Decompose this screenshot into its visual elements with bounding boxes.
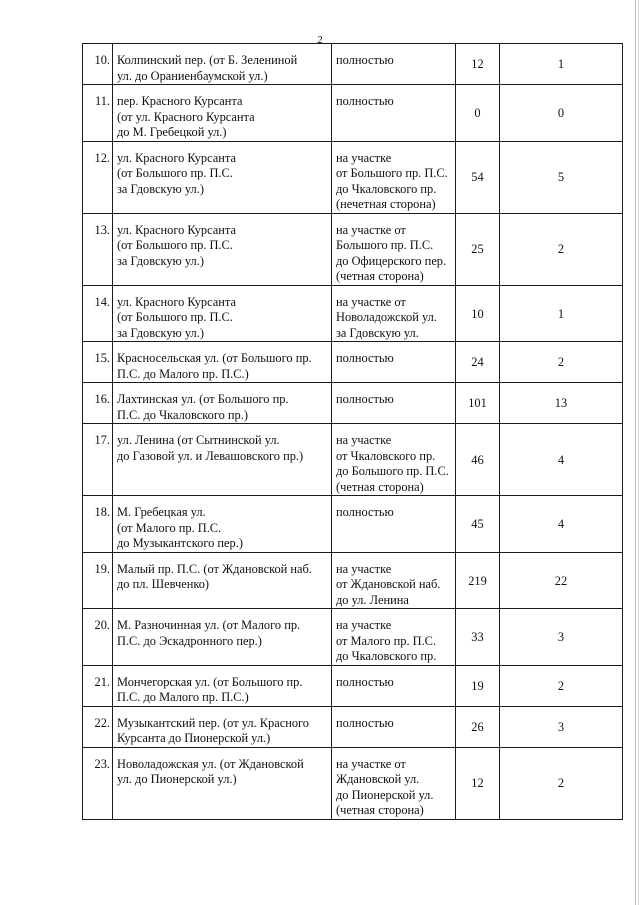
street-name: М. Гребецкая ул. (от Малого пр. П.С. до Музыкантского пер.) bbox=[117, 505, 243, 550]
row-number: 22. bbox=[94, 715, 110, 730]
row-number: 11. bbox=[94, 94, 110, 108]
table-row bbox=[83, 496, 623, 553]
street-name-cell bbox=[113, 383, 332, 424]
street-name: Новоладожская ул. (от Ждановской ул. до Пионерской ул.) bbox=[117, 756, 304, 786]
row-number: 16. bbox=[94, 392, 110, 406]
table-row bbox=[83, 213, 623, 285]
count-a: 12 bbox=[471, 776, 484, 791]
street-name-cell bbox=[113, 552, 332, 609]
row-number: 13. bbox=[94, 222, 110, 237]
page-number: 2 bbox=[317, 34, 323, 46]
count-b-cell bbox=[500, 44, 623, 85]
count-a: 0 bbox=[474, 106, 481, 120]
street-section: полностью bbox=[336, 392, 394, 406]
count-b-cell bbox=[500, 424, 623, 496]
count-b-cell bbox=[500, 747, 623, 819]
count-a: 33 bbox=[471, 630, 484, 644]
count-a-cell bbox=[456, 285, 500, 342]
street-name-cell bbox=[113, 747, 332, 819]
count-a: 12 bbox=[471, 57, 484, 72]
street-name-cell bbox=[113, 85, 332, 142]
count-b-cell bbox=[500, 383, 623, 424]
street-section: на участке от Ждановской наб. до ул. Ленина bbox=[336, 561, 441, 607]
row-number: 20. bbox=[94, 618, 110, 632]
count-a-cell bbox=[456, 383, 500, 424]
street-name-cell bbox=[113, 342, 332, 383]
row-number: 19. bbox=[94, 561, 110, 576]
street-name-cell bbox=[113, 609, 332, 666]
street-name-cell bbox=[113, 213, 332, 285]
row-number: 17. bbox=[94, 433, 110, 447]
street-section-cell bbox=[332, 552, 456, 609]
street-section: полностью bbox=[336, 94, 394, 108]
street-section: полностью bbox=[336, 674, 394, 689]
table-row bbox=[83, 44, 623, 85]
count-b: 1 bbox=[557, 57, 565, 72]
street-name: Мончегорская ул. (от Большого пр. П.С. до Малого пр. П.С.) bbox=[117, 674, 303, 704]
scan-edge-line bbox=[635, 0, 636, 905]
street-name: Колпинский пер. (от Б. Зелениной ул. до Ораниенбаумской ул.) bbox=[117, 53, 298, 83]
row-number-cell bbox=[83, 496, 113, 553]
street-section: на участке от Большого пр. П.С. до Офицерского пер. (четная сторона) bbox=[336, 222, 447, 283]
row-number-cell bbox=[83, 552, 113, 609]
street-section: полностью bbox=[336, 53, 394, 67]
row-number-cell bbox=[83, 141, 113, 213]
street-name: ул. Красного Курсанта (от Большого пр. П.С. за Гдовскую ул.) bbox=[117, 150, 236, 196]
street-section: на участке от Малого пр. П.С. до Чкаловского пр. bbox=[336, 618, 437, 663]
street-name-cell bbox=[113, 141, 332, 213]
row-number: 10. bbox=[94, 53, 110, 67]
count-a-cell bbox=[456, 85, 500, 142]
row-number-cell bbox=[83, 706, 113, 747]
street-section-cell bbox=[332, 706, 456, 747]
count-a: 10 bbox=[471, 306, 484, 321]
count-a-cell bbox=[456, 213, 500, 285]
row-number-cell bbox=[83, 213, 113, 285]
count-a: 219 bbox=[468, 573, 487, 588]
table-body bbox=[83, 44, 623, 820]
street-section-cell bbox=[332, 285, 456, 342]
street-section-cell bbox=[332, 85, 456, 142]
count-a: 19 bbox=[471, 678, 484, 693]
count-a-cell bbox=[456, 141, 500, 213]
count-b-cell bbox=[500, 609, 623, 666]
street-section-cell bbox=[332, 424, 456, 496]
count-a: 25 bbox=[471, 242, 484, 257]
count-a-cell bbox=[456, 609, 500, 666]
count-b: 5 bbox=[557, 170, 565, 185]
row-number-cell bbox=[83, 44, 113, 85]
count-a: 45 bbox=[471, 517, 484, 531]
count-a: 26 bbox=[471, 719, 484, 734]
street-section: полностью bbox=[336, 715, 394, 730]
street-name-cell bbox=[113, 496, 332, 553]
count-b-cell bbox=[500, 85, 623, 142]
count-b: 2 bbox=[557, 776, 565, 791]
count-a-cell bbox=[456, 747, 500, 819]
count-a: 101 bbox=[468, 396, 487, 411]
row-number: 14. bbox=[94, 294, 110, 309]
row-number-cell bbox=[83, 85, 113, 142]
count-b-cell bbox=[500, 552, 623, 609]
street-section-cell bbox=[332, 141, 456, 213]
count-b-cell bbox=[500, 285, 623, 342]
row-number-cell bbox=[83, 609, 113, 666]
count-a-cell bbox=[456, 342, 500, 383]
table-row bbox=[83, 85, 623, 142]
row-number: 15. bbox=[94, 351, 110, 365]
table-row bbox=[83, 141, 623, 213]
street-name: Музыкантский пер. (от ул. Красного Курсанта до Пионерской ул.) bbox=[117, 715, 310, 745]
table-row bbox=[83, 552, 623, 609]
count-a-cell bbox=[456, 424, 500, 496]
count-b-cell bbox=[500, 213, 623, 285]
street-name-cell bbox=[113, 44, 332, 85]
street-section-cell bbox=[332, 496, 456, 553]
street-section-cell bbox=[332, 342, 456, 383]
table-row bbox=[83, 342, 623, 383]
street-name: пер. Красного Курсанта (от ул. Красного Курсанта до М. Гребецкой ул.) bbox=[117, 94, 255, 139]
table-row bbox=[83, 747, 623, 819]
street-section-cell bbox=[332, 44, 456, 85]
row-number-cell bbox=[83, 383, 113, 424]
table-row bbox=[83, 706, 623, 747]
street-section: на участке от Ждановской ул. до Пионерской ул. (четная сторона) bbox=[336, 756, 434, 817]
table-row bbox=[83, 424, 623, 496]
count-b: 4 bbox=[557, 452, 565, 467]
street-section: полностью bbox=[336, 505, 394, 519]
row-number-cell bbox=[83, 665, 113, 706]
count-b-cell bbox=[500, 706, 623, 747]
count-b: 2 bbox=[557, 355, 565, 370]
row-number: 23. bbox=[94, 756, 110, 771]
row-number: 18. bbox=[94, 505, 110, 519]
table-row bbox=[83, 609, 623, 666]
count-a: 46 bbox=[471, 452, 484, 467]
street-section-cell bbox=[332, 747, 456, 819]
street-name: Малый пр. П.С. (от Ждановской наб. до пл. Шевченко) bbox=[117, 561, 312, 591]
street-name: ул. Красного Курсанта (от Большого пр. П.С. за Гдовскую ул.) bbox=[117, 222, 236, 268]
count-b: 3 bbox=[557, 719, 565, 734]
table-row bbox=[83, 285, 623, 342]
count-a-cell bbox=[456, 665, 500, 706]
count-b: 2 bbox=[557, 678, 565, 693]
street-name: Лахтинская ул. (от Большого пр. П.С. до Чкаловского пр.) bbox=[117, 392, 289, 422]
count-b-cell bbox=[500, 496, 623, 553]
count-a-cell bbox=[456, 44, 500, 85]
street-name-cell bbox=[113, 665, 332, 706]
street-name-cell bbox=[113, 424, 332, 496]
street-section: полностью bbox=[336, 351, 394, 365]
count-a-cell bbox=[456, 496, 500, 553]
street-name: М. Разночинная ул. (от Малого пр. П.С. до Эскадронного пер.) bbox=[117, 618, 301, 648]
street-name-cell bbox=[113, 285, 332, 342]
count-a-cell bbox=[456, 706, 500, 747]
street-section: на участке от Большого пр. П.С. до Чкаловского пр. (нечетная сторона) bbox=[336, 150, 448, 211]
count-b: 13 bbox=[554, 396, 568, 411]
row-number-cell bbox=[83, 342, 113, 383]
street-name: ул. Красного Курсанта (от Большого пр. П.С. за Гдовскую ул.) bbox=[117, 294, 236, 340]
street-section: на участке от Чкаловского пр. до Большого пр. П.С. (четная сторона) bbox=[336, 433, 449, 494]
streets-table bbox=[82, 43, 623, 820]
count-b: 3 bbox=[557, 630, 565, 644]
table-row bbox=[83, 383, 623, 424]
count-b-cell bbox=[500, 665, 623, 706]
count-b: 1 bbox=[557, 306, 565, 321]
street-section: на участке от Новоладожской ул. за Гдовскую ул. bbox=[336, 294, 437, 340]
row-number: 12. bbox=[94, 150, 110, 165]
count-b-cell bbox=[500, 342, 623, 383]
count-a: 54 bbox=[471, 170, 484, 185]
row-number: 21. bbox=[94, 674, 110, 689]
street-name: ул. Ленина (от Сытнинской ул. до Газовой ул. и Левашовского пр.) bbox=[117, 433, 304, 463]
row-number-cell bbox=[83, 747, 113, 819]
count-b: 4 bbox=[557, 517, 565, 531]
table-row bbox=[83, 665, 623, 706]
count-b: 2 bbox=[557, 242, 565, 257]
count-b: 0 bbox=[557, 106, 565, 120]
row-number-cell bbox=[83, 285, 113, 342]
street-section-cell bbox=[332, 383, 456, 424]
street-section-cell bbox=[332, 213, 456, 285]
count-b-cell bbox=[500, 141, 623, 213]
count-b: 22 bbox=[554, 573, 568, 588]
count-a: 24 bbox=[471, 355, 484, 370]
street-section-cell bbox=[332, 665, 456, 706]
row-number-cell bbox=[83, 424, 113, 496]
street-section-cell bbox=[332, 609, 456, 666]
scan-edge-line-outer bbox=[638, 0, 639, 905]
street-name: Красносельская ул. (от Большого пр. П.С. до Малого пр. П.С.) bbox=[117, 351, 312, 381]
street-name-cell bbox=[113, 706, 332, 747]
count-a-cell bbox=[456, 552, 500, 609]
